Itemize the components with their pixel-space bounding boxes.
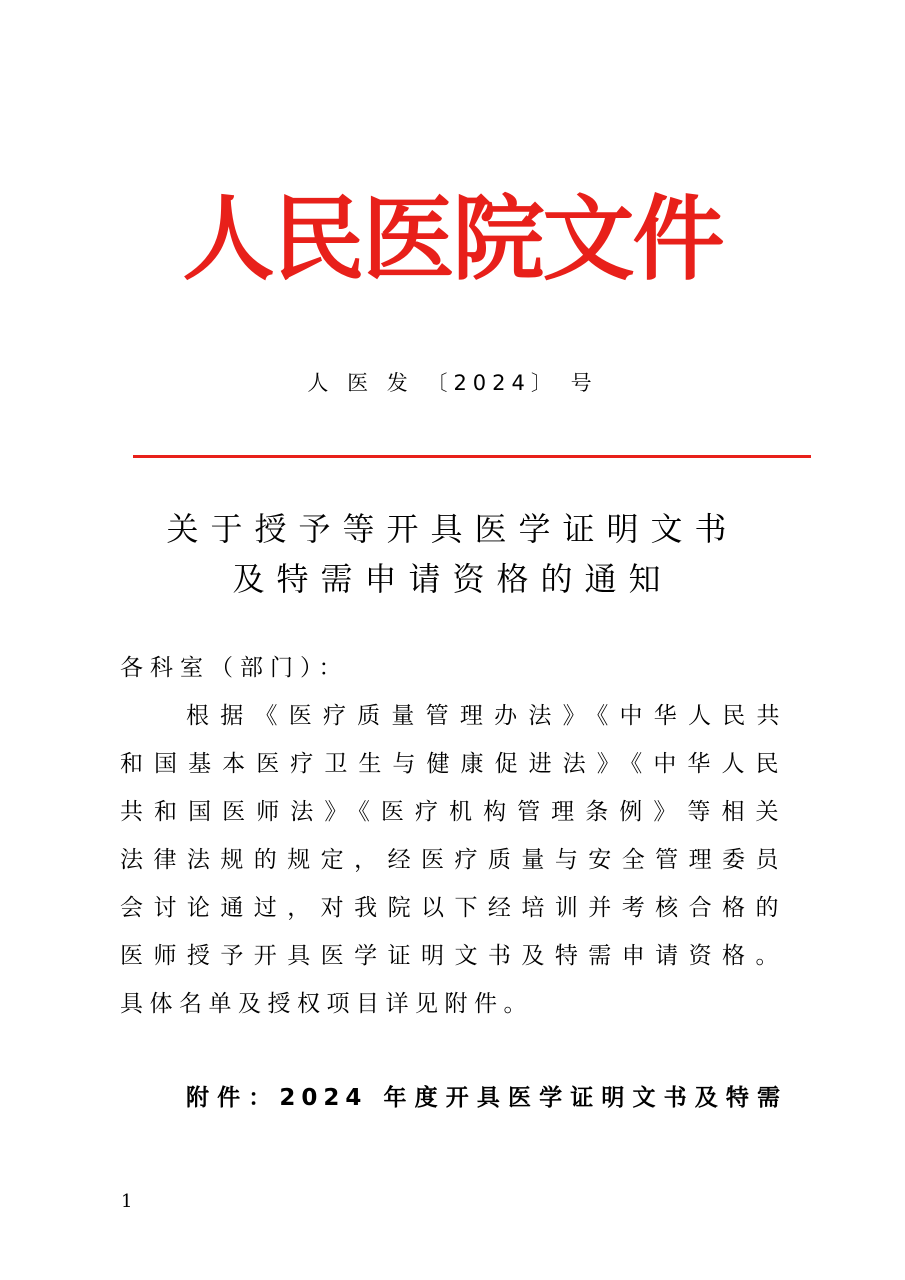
notice-title-line-2: 及特需申请资格的通知 [232,560,673,598]
document-header-title: 人民医院文件 [182,186,723,293]
red-divider-line [133,455,811,458]
attachment-heading: 附件：2024 年度开具医学证明文书及特需 [186,1085,786,1111]
body-paragraph-line: 和国基本医疗卫生与健康促进法》《中华人民 [120,751,785,777]
body-paragraph-line: 具体名单及授权项目详见附件。 [120,991,533,1017]
document-number: 人 医 发 〔2024〕 号 [307,371,598,395]
page-number: 1 [121,1191,133,1212]
body-paragraph-line: 根据《医疗质量管理办法》《中华人民共 [186,703,786,729]
body-paragraph-line: 会讨论通过，对我院以下经培训并考核合格的 [120,895,785,921]
body-paragraph-line: 共和国医师法》《医疗机构管理条例》等相关 [120,799,785,825]
notice-title-line-1: 关于授予等开具医学证明文书 [166,510,739,548]
salutation: 各科室（部门）： [120,655,349,681]
body-paragraph-line: 法律法规的规定，经医疗质量与安全管理委员 [120,847,785,873]
body-paragraph-line: 医师授予开具医学证明文书及特需申请资格。 [120,943,785,969]
notice-title [0,504,905,604]
